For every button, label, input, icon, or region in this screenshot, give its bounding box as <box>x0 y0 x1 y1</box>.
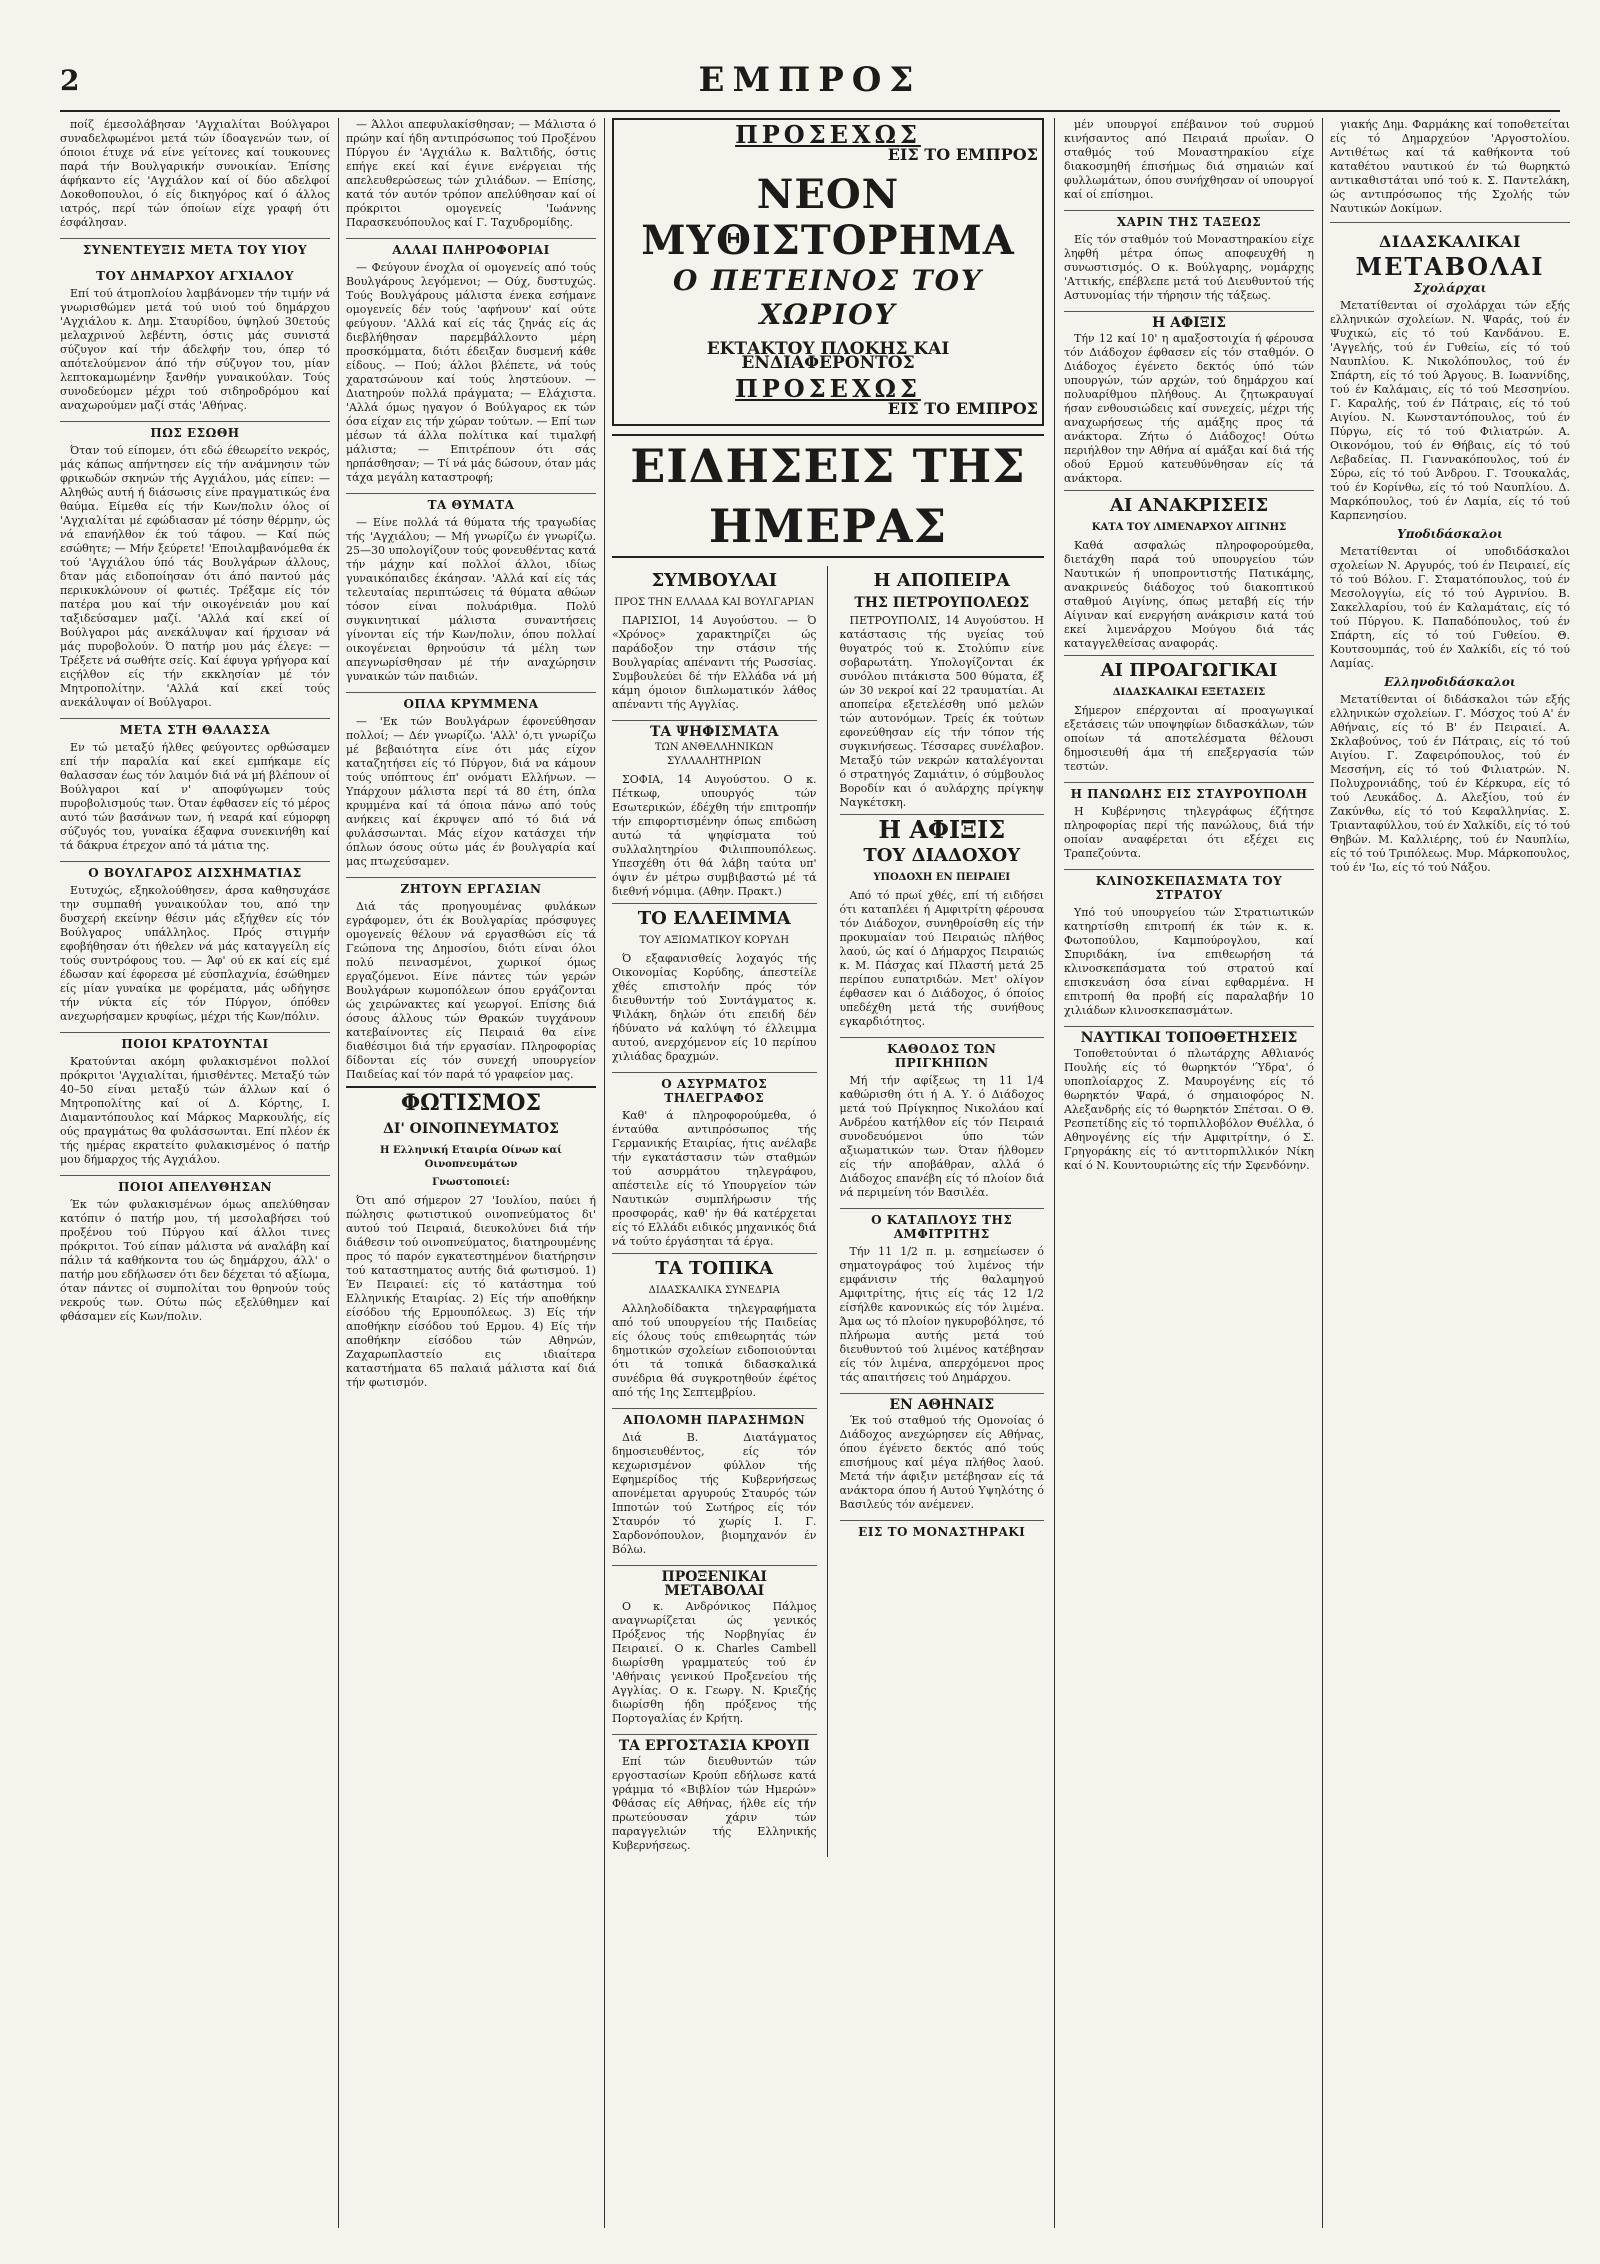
article-text: Έκ τού σταθμού τής Ομονοίας ό Διάδοχος ανεχώρησεν είς Αθήνας, όπου έγένετο δεκτός από τούς επισήμους καί μέγα πλήθος λαού. Μετά τήν άφιξιν μετέβησαν είς τά ανάκτορα όπου ή Αυτού Υψηλότης ό Βασιλεύς τόν ανέμενεν. <box>839 1414 1044 1511</box>
news-subheading: ΤΩΝ ΑΝΘΕΛΛΗΝΙΚΩΝ ΣΥΛΛΑΛΗΤΗΡΙΩΝ <box>654 742 774 767</box>
article-text: Καθ' ά πληροφορούμεθα, ό ένταύθα αντιπρόσωπος τής Γερμανικής Εταιρίας, ήτις ανέλαβε τήν εγκατάστασιν τών σταθμών τού ασυρμάτου τηλεγράφου, απέστειλε είς τό Υπουργείον τών Ναυτικών συμπλήρωσιν τής προσφοράς, καθ' ήν θά κατέρχεται είς τό Ελλάδι ειδικός μηχανικός διά νά τούτο έργάσηται τά έργα. <box>612 1109 817 1248</box>
article-text: Εν τώ μεταξύ ήλθες φεύγοντες ορθώσαμεν επί τήν παραλία καί εκεί εμπήκαμε είς θαλασσαν έως τόν λαιμόν διά νά μή βλέπουν οί Βούλγαροι καί ν' αποφύγωμεν τούς πυροβολισμούς των. Όταν έφθασεν είς τό μέρος αυτό τών βασάνων των, ή νεαρά καί εύμορφη σύζυγός του, γυναίκα έξαφνα συνεκινήθη καί τά δάκρυα έτρεχον από τά μάτια της. <box>60 741 330 852</box>
section-heading: Ο ΒΟΥΛΓΑΡΟΣ ΑΙΣΧΗΜΑΤΙΑΣ <box>60 861 330 880</box>
column-4 <box>1064 118 1314 2228</box>
column-rule <box>338 118 339 2228</box>
section-heading: ΧΑΡΙΝ ΤΗΣ ΤΑΞΕΩΣ <box>1064 210 1314 229</box>
news-right <box>840 566 1045 1857</box>
news-heading: Ο ΚΑΤΑΠΛΟΥΣ ΤΗΣ ΑΜΦΙΤΡΙΤΗΣ <box>840 1208 1045 1241</box>
masthead: ΕΜΠΡΟΣ <box>698 60 922 100</box>
novel-desc: ΕΚΤΑΚΤΟΥ ΠΛΟΚΗΣ ΚΑΙ ΕΝΔΙΑΦΕΡΟΝΤΟΣ <box>706 339 950 373</box>
column-1 <box>60 118 330 2228</box>
ad-company: Η Ελληνική Εταιρία Οίνων καί Οινοπνευμάτων <box>380 1145 562 1170</box>
news-columns <box>612 566 1044 1857</box>
article-text: — 'Εκ τών Βουλγάρων έφονεύθησαν πολλοί; — Δέν γνωρίζω. 'Αλλ' ό,τι γνωρίζω μέ βεβαιότητα είνε ότι μάς είχον καταζητήσει είς τό Πύργον, διά να κάμουν τούς υπόπτους έπ' ονόματι Ελλήνων. — Υπάρχουν μάλιστα περί τά 80 έτη, όπλα κρυμμένα καί τά όποια πάνω από τούς ανήκεις καί έκρυψεν από τό διά νά φυλάσσωνται. Μάς είχον κατάσχει τήν όπλων όσους ούτω μάς έν βουλγαρία καί μας πτωχεύσαμεν. <box>346 715 596 868</box>
article-text: ΠΕΤΡΟΥΠΟΛΙΣ, 14 Αυγούστου. Η κατάστασις τής υγείας τού θυγατρός τού κ. Στολύπιν είνε σοβαρωτάτη. Υπολογίζονται έκ συνόλου πιτάκιστα 500 θύματα, έξ ών 30 νεκροί καί 22 τραυματίαι. Αι αποπείρα εξετελέσθη υπό μελών τών αυτονόμων. Τρείς έκ τούτων εφονεύθησαν είς τήν τόπον τής συγκινήσεως. Τέσσαρες συνέλαβον. Μεταξύ τών νεκρών καταλέγονται ό στρατηγός Ζαμιάτιν, ό σύμβουλος Βοροδίν και ό αυλάρχης πρίγκηψ Ναγκέτσκη. <box>839 614 1044 809</box>
article-text: Τοποθετούνται ό πλωτάρχης Αθλιανός Πουλής είς τό θωρηκτόν 'Ύδρα', ό υποπλοίαρχος Ζ. Μαυρογένης είς τό θωρηκτόν Ψαρά, ό σημαιοφόρος Ν. Αλεξανδρής είς τό θωρηκτόν Σπέτσαι. Ο Θ. Ρεσπετίδης είς τό τορπιλλοβόλον Θυέλλα, ό Αθηνογένης είς τήν Αμφιτρίτην, ό Σ. Γρηγοράκης είς τό αντιτορπιλλικόν Νίκη καί ό Ν. Κουντουριώτης είς τήν Σφενδόνην. <box>1064 1047 1314 1172</box>
article-text: Επί τού άτμοπλοίου λαμβάνομεν τήν τιμήν νά γνωρισθώμεν μετά τού υιού τού δημάρχου 'Αγχιάλου κ. Δημ. Σταυρίδου, ύψηλού 30ετούς μελαχρινού λεβέντη, όστις μάς συνιστά σύζυγον καί τήν άδελφήν του, όπερ τό απότελούμενον άπό τήν σύζυγον του, μίαν λεπτοκαμωμένην ξανθήν γυναικούλαν. Τούς συνοδεύομεν μέχρι τού σιδηροδρόμου καί αναχωρούμεν μαζί στάς 'Αθήνας. <box>60 287 330 412</box>
article-text: Ότι από σήμερον 27 'Ιουλίου, παύει ή πώλησις φωτιστικού οινοπνεύματος δι' αυτού τού Πειραιά, διευκολύνει διά τήν διάθεσιν τού οινοπνεύματος, διατηρουμένης προς τό παρόν εγκατεστημένον διατήρησιν τού καταστηματος αυτής διά φωτισμού. 1) Έν Πειραιεί: είς τό κατάστημα τού Ελληνικής Εταιρίας. 2) Είς τήν αποθήκην είσόδου τής Ερμουπόλεως. 3) Είς τήν αποθήκην είσόδου τού Ερμου. 4) Είς τήν αποθήκην είσόδου τών Αθηνών, Ζαχαρωπλαστείο εις ιδιαίτερα καταστήματα 65 παλαιά μάλιστα καί διά τήν φωτισμόν. <box>346 1194 596 1389</box>
article-text: Ο κ. Ανδρόνικος Πάλμος αναγνωρίζεται ώς γενικός Πρόξενος τής Νορβηγίας έν Πειραιεί. Ο κ. Charles Cambell διωρίσθη γραμματεύς τού έν 'Αθήναις γενικού Προξενείου τής Αγγλίας. Ο κ. Γεωργ. Ν. Κριεζής διωρίσθη ήδη πρόξενος τής Πορτογαλίας έν Κρήτη. <box>612 1600 817 1725</box>
divider <box>1330 222 1570 223</box>
news-heading: ΤΑ ΨΗΦΙΣΜΑΤΑ <box>612 720 817 739</box>
banner-sub: ΕΙΣ ΤΟ ΕΜΠΡΟΣ <box>887 145 1038 164</box>
novel-name: Ο ΠΕΤΕΙΝΟΣ ΤΟΥ ΧΩΡΙΟΥ <box>673 264 983 331</box>
news-heading: ΤΑ ΤΟΠΙΚΑ <box>612 1253 817 1280</box>
news-heading: ΠΡΟΞΕΝΙΚΑΙ ΜΕΤΑΒΟΛΑΙ <box>612 1565 817 1598</box>
article-text: ΣΟΦΙΑ, 14 Αυγούστου. Ο κ. Πέτκωφ, υπουργός τών Εσωτερικών, έδέχθη τήν επιτροπήν τήν επιφορτισμένην όπως επιδώση αυτώ τά ψηφίσματα τού συλλαλητηρίου Φιλιππουπόλεως. Υπεσχέθη ότι θά λάβη ταύτα υπ' όψιν έν μέτρω συμβιβαστώ μέ τά διεθνή νόμιμα. (Αθην. Πρακτ.) <box>612 773 817 898</box>
news-heading: Η ΑΠΟΠΕΙΡΑ <box>873 570 1011 591</box>
article-text: Όταν τού είπομεν, ότι εδώ έθεωρείτο νεκρός, μάς κάπως απήντησεν είς τήν ανάμνησιν τών φρικωδών σκηνών τής Αγχιάλου, μάς είπεν: — Αληθώς αυτή ή διάσωσις είνε πραγματικώς ένα θαύμα. Είμεθα είς τήν Κων/πολιν όλος οί 'Αγχιαλίται μέ εφώδιασαν μέ τόσην θέρμην, ώς νά επανήλθον έκ τού τάφου. — Καί πώς εσώθητε; — Μήν ξεύρετε! 'Εποιλαμβανόμεθα έκ τού 'Αγχιάλου ύπό τάς Βουλγάρων άλλους, δταν μάς ειδοποίησαν ότι άπό παντού μάς περικυκλώνουν οί φωτιές. Τρέξαμε είς τόν πατέρα μου καί τήν οικογένειάν μου καί ταξιδεύσαμεν μαζί. 'Αλλά καί εκεί οί Βούλγαροι μάς ανεκάλυψαν καί ήρχισαν νά μάς πυροβολούν. Ό πατήρ μου μάς έλεγε: — Τρέξετε νά σωθήτε σείς. Καί έφυγα γρήγορα καί ειςήλθον είς τήν εκκλησίαν μέ τόν Μητροπολίτην. 'Αλλά καί εκεί τούς ανεκάλυψαν οί Βούλγαροι. <box>60 444 330 709</box>
section-subheading: Σχολάρχαι <box>1413 281 1487 295</box>
section-heading: Η ΑΦΙΞΙΣ <box>1064 311 1314 330</box>
page-number: 2 <box>60 64 80 97</box>
article-text: Ό εξαφανισθείς λοχαγός τής Οικονομίας Κορύδης, άπεστείλε χθές επιστολήν πρός τόν διευθυντήν τού Συντάγματος κ. Ψιλάκη, δηλών ότι επειδή δέν ήδύνατο νά καλύψη τό έλλειμμα αυτού, ανερχόμενον είς 10 περίπου χιλιάδας δραχμών. <box>612 952 817 1063</box>
article-text: Διά Β. Διατάγματος δημοσιευθέντος, είς τόν κεχωρισμένον φύλλον τής Εφημερίδος τής Κυβερνήσεως απονέμεται αργυρούς Σταυρός τών Ιπποτών τού Σωτήρος είς τόν Σταυρόν τό χωρίς Ι. Γ. Σαρδονόπουλον, βιομηχανόν έν Βόλω. <box>612 1431 817 1556</box>
section-heading: ΤΑ ΘΥΜΑΤΑ <box>346 493 596 512</box>
article-text: Διά τάς προηγουμένας φυλάκων εγράφομεν, ότι έκ Βουλγαρίας πρόσφυγες ομογενείς θέλουν νά εργασθώσι είς τά Γεώπονα της Δημοσίου, διότι είναι όλοι πολύ πεινασμένοι, χωρικοί όμως εργαζόμενοι. Είνε πάντες τών γερών Βουλγάρων κωμοπόλεων όπου εργάζονται ώς χειρώνακτες καί γεωργοί. Επίσης διά όσους άλλους τών Θρακών τυγχάνουν κατεβαίνοντες είς Πειραιά θα είνε διαθέσιμοι διά τήν εργασίαν. Πληροφορίας δίδονται είς τόν συνεχή υπουργείον Παιδείας καί τόν παρά τό γραφείον μας. <box>346 900 596 1081</box>
article-text: ΠΑΡΙΣΙΟΙ, 14 Αυγούστου. — Ό «Χρόνος» χαρακτηρίζει ώς παράδοξον την στάσιν τής Βουλγαρίας απέναντι τής Ρωσσίας. Συμβουλεύει δέ τήν Ελλάδα νά μή κάμη όμοιον διπλωματικόν λάθος απέναντι τής Αγγλίας. <box>612 614 817 711</box>
section-heading: ΝΑΥΤΙΚΑΙ ΤΟΠΟΘΕΤΗΣΕΙΣ <box>1064 1026 1314 1045</box>
news-subheading: ΤΗΣ ΠΕΤΡΟΥΠΟΛΕΩΣ <box>854 595 1030 611</box>
article-text: Επί τών διευθυντών τών εργοστασίων Κρούπ εδήλωσε κατά γράμμα τό «Βιβλίον τών Ημερών» Φθάσας είς Αθήνας, ήλθε είς τήν πρωτεύουσαν χάριν τών παραγγελιών τής Ελληνικής Κυβερνήσεως. <box>612 1755 817 1852</box>
column-rule <box>1054 118 1055 2228</box>
section-subheading: ΚΑΤΑ ΤΟΥ ΛΙΜΕΝΑΡΧΟΥ ΑΙΓΙΝΗΣ <box>1091 522 1287 533</box>
news-heading: ΣΥΜΒΟΥΛΑΙ <box>651 570 778 591</box>
column-rule <box>604 118 605 2228</box>
news-of-day-heading: ΕΙΔΗΣΕΙΣ ΤΗΣ ΗΜΕΡΑΣ <box>612 434 1044 558</box>
article-text: Έκ τών φυλακισμένων όμως απελύθησαν κατόπιν ό πατήρ μου, τή μεσολαβήσει τού προξένου τού Πύργου καί άλλοι τινες πρόκριτοι. Τού είπαν μάλιστα νά αναλάβη καί πάλιν τά καθήκοντα του ώς δημάρχου, άλλ' ο πατήρ μου εδήλωσεν ότι δεν δέχεται τό αξίωμα, όταν πάντες οί συμπολίται του θρηνούν τούς νεκρούς των. Ούτω πώς εξελύθημεν καί φθάσαμεν είς Κων/πολιν. <box>60 1198 330 1323</box>
article-text: Από τό πρωί χθές, επί τή ειδήσει ότι καταπλέει ή Αμφιτρίτη φέρουσα τόν Διάδοχον, συνηθροίσθη είς τήν προκυμαίαν τού Πειραιώς πλήθος λαού, ώς καί ό Δήμαρχος Πειραιώς κ. Μ. Πάσχας καί Πλαστή μετά 25 περίπου ευπατριδών. Μετ' ολίγον έφθασεν και ό Διάδοχος, ό όποίος υπεδέχθη μετά τής συνήθους εγκαρδιότητος. <box>839 889 1044 1028</box>
news-subheading: ΤΟΥ ΑΞΙΩΜΑΤΙΚΟΥ ΚΟΡΥΔΗ <box>639 935 790 946</box>
announcement-banner <box>612 118 1044 426</box>
article-text: Αλληλοδίδακτα τηλεγραφήματα από τού υπουργείου τής Παιδείας είς όλους τούς επιθεωρητάς τών δημοτικών σχολείων ειδοποιούνται ότι τά τοπικά διδασκαλικά συνέδρια θά συγκροτηθούν έφέτος από τής 1ης Σεπτεμβρίου. <box>612 1302 817 1399</box>
article-text: ποίζ έμεσολάβησαν 'Αγχιαλίται Βούλγαροι συναδελφωμένοι μετά τών ίδοαγενών των, οί όποιοι έτυχε νά είνε γείτονες καί τουκουνες παρά τήν Βουλγαρικήν συνοικίαν. Έπίσης άφήκαντο είς 'Αγχιάλον καί οί δύο αδελφοί Δοκοθοπουλοι, ό είς δικηγόρος καί ό άλλος ιατρός, περί τών όποίων είχε γραφή ότι έσφάλησαν. <box>60 118 330 229</box>
page-header <box>60 60 1560 112</box>
section-subheading: ΔΙΔΑΣΚΑΛΙΚΑΙ ΕΞΕΤΑΣΕΙΣ <box>1112 687 1266 698</box>
article-text: μέν υπουργοί επέβαινον τού συρμού κινήσαντος από Πειραιά πρωΐαν. Ο σταθμός τού Μοναστηρακίου είχε διακοσμηθή έπισήμως διά σημαιών καί φυλλωμάτων, όπου συνήχθησαν οί υπουργοί καί οί επίσημοι. <box>1064 118 1314 201</box>
article-text: Η Κυβέρνησις τηλεγράφως έζήτησε πληροφορίας περί τής πανώλους, διά τήν οποίαν αναφέρεται ότι εξέχει εις Τραπεζούντα. <box>1064 805 1314 860</box>
article-text: Υπό τού υπουργείου τών Στρατιωτικών κατηρτίσθη επιτροπή έκ τών κ. κ. Φωτοπούλου, Καμπούρογλου, καί Σπυριδάκη, ίνα επιθεωρήση τά κλινοσκεπάσματα τού στρατού καί επισκευάση όσα είναι εφθαρμένα. Η επιτροπή θα προβή είς παραλαβήν 10 χιλιάδων κλινοσκεπασμάτων. <box>1064 906 1314 1017</box>
novel-title: ΝΕΟΝ ΜΥΘΙΣΤΟΡΗΜΑ <box>641 171 1015 264</box>
article-text: — Φεύγουν ένοχλα οί ομογενείς από τούς Βουλγάρους λεγόμενοι; — Ούχ, δυστυχώς. Τούς Βουλγάρους μάλιστα ένεκα εσήμανε ομογενείς δέν τούς 'αφήνουν' καί ούτε φεύγουν. 'Αλλά καί είς τάς ζηνάς είς άς διεβλήθησαν παρεμβάλλοντο μέρη προσκόμματα, διότι έδειξαν δυσμενή κάθε είδους. — Πού; άλλοι βλέπετε, νά τούς χαρατσώνουν καί τούς ληστεύουν. — Διατηρούν πολλά πράγματα; — Ελάχιστα. 'Αλλά όμως ηγαγον ό Βούλγαρος εκ τών όσα είχαν εις τήν χώραν τούτων. — Επί των μέσων τά άλλα πολίτικα καί τιμαλφή μάλιστα; — Επιτρέπουν ότι σάς ηρπάσθησαν; — Τί νά μάς δώσουν, όταν μάς τάχα μεγάλη καταστροφή; <box>346 261 596 484</box>
article-text: Καθά ασφαλώς πληροφορούμεθα, διετάχθη παρά τού υπουργείου τών Ναυτικών ή υποπροντιστής Πατικάμης, ανακρινεύς διάδοχος τού διακοπτικού σταθμού Αιγίνης, όπως μεταβή είς τήν Αίγιναν καί ενεργήση ανάκρισιν κατά τού εκεί λιμενάρχου Μούγου διά τάς καταγγελθείσας αναφοράς. <box>1064 539 1314 650</box>
section-heading: ΠΩΣ ΕΣΩΘΗ <box>60 421 330 440</box>
banner-sub: ΕΙΣ ΤΟ ΕΜΠΡΟΣ <box>887 399 1038 418</box>
section-subheading: Ελληνοδιδάσκαλοι <box>1384 675 1516 689</box>
news-heading: ΕΙΣ ΤΟ ΜΟΝΑΣΤΗΡΑΚΙ <box>840 1520 1045 1539</box>
column-2 <box>346 118 596 2228</box>
news-heading: ΕΝ ΑΘΗΝΑΙΣ <box>840 1393 1045 1412</box>
section-heading: ΜΕΤΑ ΣΤΗ ΘΑΛΑΣΣΑ <box>60 718 330 737</box>
section-heading: ΣΥΝΕΝΤΕΥΞΙΣ ΜΕΤΑ ΤΟΥ ΥΙΟΥ <box>60 238 330 257</box>
banner-title: ΠΡΟΣΕΧΩΣ <box>735 374 921 403</box>
article-text: Μετατίθενται οί υποδιδάσκαλοι σχολείων Ν. Αργυρός, τού έν Πειραιεί, είς τό τού Βόλου. Γ. Σταματόπουλος, τού έν Μεσολογγίω, είς τό τού Αγρινίου. Β. Σακελλαρίου, τού έν Καλαμάταις, είς τό τού Πύργου. Κ. Παπαδόπουλος, τού έν Σπάρτη, είς τό τού Γυθείου. Θ. Κουτσουμπάς, τού έν Χαλκίδι, είς τό τού Λαμίας. <box>1330 545 1570 670</box>
section-subheading: ΤΟΥ ΔΗΜΑΡΧΟΥ ΑΓΧΙΑΛΟΥ <box>96 269 294 283</box>
article-text: Κρατούνται ακόμη φυλακισμένοι πολλοί πρόκριτοι 'Αγχιαλίται, ήμισθέντες. Μεταξύ τών 40–50 είναι μεταξύ τών άλλων καί ό Μητροπολίτης καί οί Δ. Κόρτης, Ι. Διαμαντόπουλος καί Μάρκος Μαρκουλής, είς ούς πραγμάτως θα φυλάσσωνται. Επί πλέον έκ τής ημέρας εκρατείτο φυλακισμένος ό πατήρ μου δήμαρχος τής Αγχιάλου. <box>60 1055 330 1166</box>
ad-heading: ΦΩΤΙΣΜΟΣ <box>346 1086 596 1114</box>
article-text: Ευτυχώς, εξηκολούθησεν, άρσα καθησυχάσε την συμπαθή γυναικούλαν του, από την δυσχερή εκείνην θέσιν μάς εξήχθεν είς τόν Βούλγαρος υπάλληλος. Πρός στιγμήν εφοβήθησαν ότι ήθελεν νά μάς καταγγείλη είς τούς συντρόφους του. — Άφ' ού εκ καί είς εμέ έδωσαν καί έφορεσα μέ εύσπλαχνία, έσώθημεν είς μίαν γυναίκα με φορέματα, μάς ωδήγησε τήν νύκτα είς τόν Πύργον, όπόθεν ανεχωρήσαμεν κρυφίως, μέχρι τής Κων/πόλιν. <box>60 884 330 1023</box>
ad-announce: Γνωστοποιεί: <box>432 1177 510 1188</box>
article-text: Τήν 12 καί 10' η αμαξοστοιχία ή φέρουσα τόν Διάδοχον έφθασεν είς τόν σταθμόν. Ο Διάδοχος έγένετο δεκτός ύπό τών υπουργών, τών αρχών, τού δημάρχου καί πολυαρίθμου πλήθους. Αι ζητωκραυγαί ήσαν ενθουσιώδεις καί συνεχείς, μέχρι τής αναχωρήσεως τής αμάξης προς τά ανάκτορα. Ζήτω ό Διάδοχος! Ούτω περιήλθον την Αθήνα αί αμάξαι καί διά τής οδού Ερμού κατευθύνθησαν είς τά ανάκτορα. <box>1064 332 1314 485</box>
news-left <box>612 566 828 1857</box>
article-text: — Είνε πολλά τά θύματα τής τραγωδίας τής 'Αγχιάλου; — Μή γνωρίζω έν γνωρίζω. 25—30 υπολογίζουν τούς φονευθέντας κατά τήν μάχην καί πολλοί άλλοι, ιδίως γυναικόπαιδες έκάησαν. 'Αλλά καί είς τάς τελευταίας περιπτώσεις τά θύματα αθώων τόσον είναι πολυάριθμα. Πολύ συγκινητικαί μάλιστα συναντήσεις γίνονται είς τήν Κων/πολιν, όπου πολλαί οικογένειαι θρηνούσιν τά μέλη των απεγνωρίσθησαν μέ τήν αναχώρησιν γυναικών τών παιδιών. <box>346 516 596 683</box>
article-text: Τήν 11 1/2 π. μ. εσημείωσεν ό σηματογράφος τού λιμένος τήν εμφάνισιν τής θαλαμηγού Αμφιτρίτης, ήτις είς τάς 12 1/2 είσήλθε κανονικώς είς τόν λιμένα. Άμα ως τό πλοίον ηγκυροβόλησε, τό πλήρωμα αυτής μετά τού διευθυντού τού λιμένος κατέβησαν είς τόν λιμένα, απερχόμενοι προς τάς απαιτήσεις τού Δημάρχου. <box>839 1245 1044 1384</box>
news-subheading: ΠΡΟΣ ΤΗΝ ΕΛΛΑΔΑ ΚΑΙ ΒΟΥΛΓΑΡΙΑΝ <box>614 597 815 608</box>
section-heading: ΑΛΛΑΙ ΠΛΗΡΟΦΟΡΙΑΙ <box>346 238 596 257</box>
news-heading: ΤΑ ΕΡΓΟΣΤΑΣΙΑ ΚΡΟΥΠ <box>612 1734 817 1753</box>
section-heading: ΚΛΙΝΟΣΚΕΠΑΣΜΑΤΑ ΤΟΥ ΣΤΡΑΤΟΥ <box>1064 869 1314 902</box>
column-3 <box>612 118 1044 2228</box>
section-subheading: Υποδιδάσκαλοι <box>1397 527 1503 541</box>
news-subheading: ΔΙΔΑΣΚΑΛΙΚΑ ΣΥΝΕΔΡΙΑ <box>648 1285 780 1296</box>
article-text: Μετατίθενται οί σχολάρχαι τών εξής ελληνικών σχολείων. Ν. Ψαράς, τού έν Ψυχικώ, είς τό τού Κανδάνου. Ε. 'Αγγελής, τού έν Γυθείω, είς τό τού Ναυπλίου. Κ. Νικολόπουλος, τού έν Σπάρτη, είς τό τού Άργους. Β. Ιωαννίδης, τού έν Καλάμαις, είς τό τού Μεσσηνίου. Γ. Καραλής, τού έν Πάτραις, είς τό τού Αιγίου. Ν. Κωνσταντόπουλος, τού έν Πύργω, είς τό τού Φιλιατρών. Α. Οικονόμου, τού έν Θήβαις, είς τό τού Λεβαδείας. Π. Γιαννακόπουλος, τού έν Σύρω, είς τό τού Άνδρου. Γ. Τσουκαλάς, τού έν Κορίνθω, είς τό τού Ναυπλίου. Δ. Μαρκόπουλος, τού έν Λαμία, είς τό τού Καρπενησίου. <box>1330 299 1570 522</box>
article-text: Μετατίθενται οί διδάσκαλοι τών εξής ελληνικών σχολείων. Γ. Μόσχος τού Α' έν Αθήναις, είς τό Β' έν Πειραιεί. Α. Σκλαβούνος, τού έν Πάτραις, είς τό τού Αιγίου. Γ. Ζαφειρόπουλος, τού έν Μεσσήνη, είς τό τού Φιλιατρών. Ν. Πολυχρονιάδης, τού έν Κέρκυρα, είς τό τού Λευκάδος. Δ. Αλεξίου, τού έν Ζακύνθω, είς τό τού Κεφαλληνίας. Σ. Τριανταφύλλου, τού έν Χαλκίδι, είς τό τού Θηβών. Μ. Καλλιέρης, τού έν Ναυπλίω, είς τό τού Τριπόλεως. Μυρ. Μάρκοπουλος, τού έν 'Ιω, είς τό τού Νάξου. <box>1330 693 1570 874</box>
ad-subheading: ΔΙ' ΟΙΝΟΠΝΕΥΜΑΤΟΣ <box>383 1121 559 1137</box>
banner-title: ΠΡΟΣΕΧΩΣ <box>735 120 921 149</box>
column-5 <box>1330 118 1570 2228</box>
article-text: Μή τήν αφίξεως τη 11 1/4 καθώρισθη ότι ή Α. Υ. ό Διάδοχος μετά τού Πρίγκηπος Νικολάου καί Ανδρέου κατήλθον είς τόν Πειραιά συνοδευόμενοι ύπο τών αξιωματικών των. Όταν ήλθομεν είς τήν αποβάθραν, αλλά ό Διάδοχος επανέβη είς τό πλοίον διά νά περιμείνη τόν Βασιλέα. <box>839 1074 1044 1199</box>
section-heading: Η ΠΑΝΩΛΗΣ ΕΙΣ ΣΤΑΥΡΟΥΠΟΛΗ <box>1064 782 1314 801</box>
section-title: ΜΕΤΑΒΟΛΑΙ <box>1355 252 1545 281</box>
section-heading: ΟΠΛΑ ΚΡΥΜΜΕΝΑ <box>346 692 596 711</box>
column-rule <box>1322 118 1323 2228</box>
news-heading: ΑΠΟΛΟΜΗ ΠΑΡΑΣΗΜΩΝ <box>612 1408 817 1427</box>
news-subheading: ΤΟΥ ΔΙΑΔΟΧΟΥ <box>863 845 1021 866</box>
section-heading: ΠΟΙΟΙ ΚΡΑΤΟΥΝΤΑΙ <box>60 1032 330 1051</box>
section-heading: ΠΟΙΟΙ ΑΠΕΛΥΘΗΣΑΝ <box>60 1175 330 1194</box>
article-text: Σήμερον επέρχονται αί προαγωγικαί εξετάσεις τών υποψηφίων διδασκάλων, τών οποίων τά αποτελέσματα θέλουσι δημοσιευθή άμα τή επεξεργασία τών τεστών. <box>1064 704 1314 773</box>
news-heading: ΤΟ ΕΛΛΕΙΜΜΑ <box>612 903 817 930</box>
article-text: γιακής Δημ. Φαρμάκης καί τοποθετείται είς τό Δημαρχεύον 'Αργοστολίου. Αντιθέτως καί τά καθήκοντα τού καταθέτου ναυτικού έν τώ θωρηκτώ αντικαθιστάται υπό τού κ. Σ. Παντελάκη, ώς αντιπρόσωπος τής Σχολής τών Ναυτικών Δοκίμων. <box>1330 118 1570 215</box>
section-heading: ΔΙΔΑΣΚΑΛΙΚΑΙ <box>1378 232 1522 251</box>
article-text: — Άλλοι απεφυλακίσθησαν; — Μάλιστα ό πρώην καί ήδη αντιπρόσωπος τού Προξένου Πύργου έν 'Αγχιάλω κ. Βαλτιδής, όστις επήγε εκεί καί έγινε ενέργειαι τής απελευθερώσεως τών χιλιάδων. — Επίσης, κατά τόν αυτόν τρόπον απελύθησαν καί οί πρόκριτοι ομογενείς 'Ιωάννης Παρασκευόπουλος καί Γ. Ταχυδρομίδης. <box>346 118 596 229</box>
news-heading: ΚΑΘΟΔΟΣ ΤΩΝ ΠΡΙΓΚΗΠΩΝ <box>840 1037 1045 1070</box>
news-subheading: ΥΠΟΔΟΧΗ ΕΝ ΠΕΙΡΑΙΕΙ <box>873 872 1011 883</box>
section-heading: ΑΙ ΑΝΑΚΡΙΣΕΙΣ <box>1064 490 1314 517</box>
article-text: Είς τόν σταθμόν τού Μοναστηρακίου είχε ληφθή μέτρα όπως αποφευχθή η συνωστισμός. Ο κ. Βούλγαρης, νομάρχης 'Αττικής, επέβλεπε μετά τού Διευθυντού τής Αστυνομίας τήν τήρησιν τής τάξεως. <box>1064 233 1314 302</box>
section-heading: ΑΙ ΠΡΟΑΓΩΓΙΚΑΙ <box>1064 655 1314 682</box>
section-heading: ΖΗΤΟΥΝ ΕΡΓΑΣΙΑΝ <box>346 877 596 896</box>
news-heading: Η ΑΦΙΞΙΣ <box>840 814 1045 841</box>
news-heading: Ο ΑΣΥΡΜΑΤΟΣ ΤΗΛΕΓΡΑΦΟΣ <box>612 1072 817 1105</box>
